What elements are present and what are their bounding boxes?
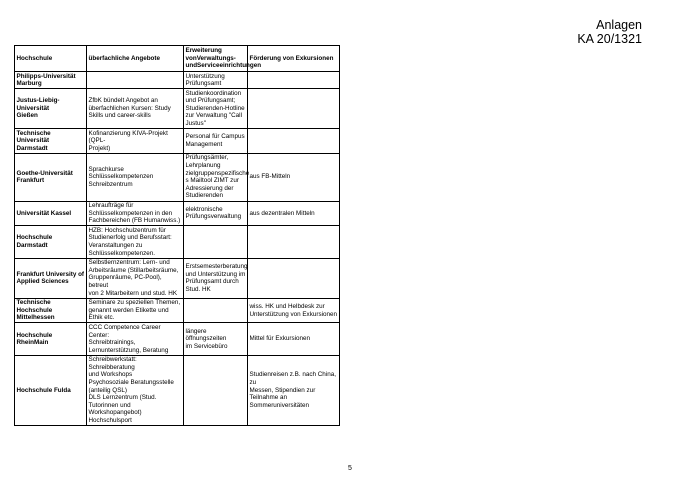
cell-text-line: Adressierung der — [185, 184, 234, 192]
header-angebote — [87, 46, 184, 72]
cell-text-line: s Mailtool ZIMT zur — [185, 177, 239, 185]
cell-text-line: Tutorinnen und — [88, 401, 131, 409]
cell-text-line: zur Verwaltung "Call — [185, 112, 242, 120]
cell-text-line: Gruppenräume, PC-Pool), betreut — [88, 274, 162, 289]
cell-text-line: Studierenden — [185, 192, 223, 200]
cell-text-line: Sommeruniversitäten — [249, 401, 309, 409]
cell-text-line: Technische Hochschule — [16, 299, 53, 314]
cell-text-line: Darmstadt — [16, 144, 48, 152]
cell-text-line: Kofinanzierung KIVA-Projekt (QPL- — [88, 129, 168, 145]
cell-text-line: Studierenden-Hotline — [185, 104, 245, 112]
cell-erweiterung — [184, 72, 248, 89]
header-hochschule — [15, 46, 87, 72]
cell-text-line: Projekt) — [88, 144, 111, 152]
cell-text-line: und Unterstützung im — [185, 270, 246, 278]
cell-exkursionen — [248, 201, 340, 226]
header-text-line: Serviceeinrichtungen — [197, 62, 262, 70]
cell-angebote — [87, 201, 184, 226]
cell-text-line: Skills und career-skills — [88, 112, 151, 120]
cell-text-line: Teilnahme an — [249, 394, 287, 402]
cell-exkursionen — [248, 226, 340, 258]
cell-text-line: Schreibzentrum — [88, 181, 133, 189]
cell-text-line: Schreibwerkstatt: Schreibberatung — [88, 356, 137, 371]
cell-exkursionen — [248, 323, 340, 355]
cell-text-line: Schlüsselkompetenzen — [88, 173, 154, 181]
cell-text-line: Arbeitsräume (Stillarbeitsräume, — [88, 266, 179, 274]
table-body — [15, 72, 340, 426]
cell-text-line: Frankfurt University of — [16, 270, 85, 278]
cell-text-line: Prüfungsämter, — [185, 154, 229, 162]
header-text-line: Förderung von Exkursionen — [249, 54, 334, 62]
cell-erweiterung — [184, 226, 248, 258]
header-text-line: Hochschule — [16, 54, 53, 62]
cell-text-line: elektronische — [185, 205, 223, 213]
page-number: 5 — [348, 465, 352, 472]
cell-text-line: aus FB-Mitteln — [249, 173, 291, 181]
cell-angebote — [87, 153, 184, 201]
table-row — [15, 153, 340, 201]
cell-hochschule — [15, 153, 87, 201]
cell-text-line: und Workshops — [88, 371, 133, 379]
cell-text-line: Prüfungsamt durch — [185, 278, 239, 286]
cell-text-line: aus dezentralen Mitteln — [249, 209, 315, 217]
cell-text-line: Hochschule Darmstadt — [16, 234, 53, 249]
cell-text-line: Prüfungsverwaltung — [185, 213, 242, 221]
cell-exkursionen — [248, 129, 340, 154]
cell-text-line: Ethik etc. — [88, 314, 115, 322]
cell-hochschule — [15, 258, 87, 298]
cell-text-line: Unterstützung von Exkursionen — [249, 310, 338, 318]
cell-text-line: Schlüsselkompetenzen in den — [88, 209, 173, 217]
cell-text-line: Technische Universität — [16, 129, 51, 145]
cell-text-line: Fachbereichen (FB Humanwiss.) — [88, 217, 181, 225]
cell-text-line: im Servicebüro — [185, 342, 228, 350]
cell-erweiterung — [184, 323, 248, 355]
table-row — [15, 201, 340, 226]
cell-text-line: Psychosoziale Beratungsstelle — [88, 379, 174, 387]
table-header-row — [15, 46, 340, 72]
cell-hochschule — [15, 201, 87, 226]
cell-text-line: Applied Sciences — [16, 278, 69, 286]
cell-angebote — [87, 89, 184, 129]
cell-erweiterung — [184, 129, 248, 154]
header-line-2: KA 20/1321 — [577, 32, 642, 46]
cell-text-line: Schlüsselkompetenzen. — [88, 249, 156, 257]
table-row — [15, 355, 340, 425]
cell-text-line: Veranstaltungen zu — [88, 241, 143, 249]
cell-text-line: längere öffnungszeiten — [185, 327, 227, 343]
cell-erweiterung — [184, 89, 248, 129]
cell-exkursionen — [248, 72, 340, 89]
cell-erweiterung — [184, 298, 248, 323]
cell-text-line: ZfbK bündelt Angebot an — [88, 97, 158, 105]
cell-text-line: Seminare zu speziellen Themen, — [88, 299, 181, 307]
document-header — [577, 18, 642, 46]
cell-text-line: Goethe-Universität — [16, 169, 73, 177]
cell-text-line: Universität Kassel — [16, 209, 72, 217]
table-row — [15, 226, 340, 258]
cell-angebote — [87, 298, 184, 323]
cell-angebote — [87, 355, 184, 425]
cell-text-line: DLS Lernzentrum (Stud. — [88, 394, 157, 402]
cell-text-line: (anteilig QSL) — [88, 386, 127, 394]
header-line-1: Anlagen — [596, 18, 642, 32]
cell-text-line: Workshopangebot) — [88, 409, 142, 417]
table-row — [15, 72, 340, 89]
cell-text-line: Mittel für Exkursionen — [249, 335, 311, 343]
cell-text-line: Hochschule Fulda — [16, 386, 71, 394]
cell-text-line: Lernunterstützung, Beratung — [88, 346, 169, 354]
header-erweiterung — [184, 46, 262, 72]
cell-hochschule — [15, 72, 87, 89]
cell-text-line: Schreibtrainings, — [88, 339, 136, 347]
cell-text-line: Lehraufträge für — [88, 202, 134, 209]
cell-angebote — [87, 226, 184, 258]
cell-text-line: Justus" — [185, 120, 206, 128]
cell-text-line: Justus-Liebig-Universität — [16, 97, 60, 112]
cell-erweiterung — [184, 258, 248, 298]
cell-text-line: Lehrplanung — [185, 162, 221, 170]
cell-text-line: überfachlichen Kursen: Study — [88, 104, 171, 112]
cell-angebote — [87, 258, 184, 298]
cell-text-line: Sprachkurse — [88, 165, 124, 173]
cell-text-line: Management — [185, 141, 223, 149]
cell-text-line: HZB: Hochschulzentrum für — [88, 226, 166, 234]
universities-table — [14, 45, 340, 426]
cell-erweiterung — [184, 355, 248, 425]
cell-text-line: Personal für Campus — [185, 133, 245, 141]
table-row — [15, 129, 340, 154]
cell-text-line: Messen, Stipendien zur — [249, 386, 316, 394]
table-row — [15, 258, 340, 298]
header-text-line: überfachliche Angebote — [88, 54, 160, 62]
cell-text-line: genannt werden Etikette und — [88, 306, 169, 314]
cell-text-line: CCC Competence Career Center: — [88, 323, 161, 339]
cell-text-line: Hochschulsport — [88, 417, 132, 425]
cell-text-line: Mittelhessen — [16, 314, 55, 322]
cell-text-line: Stud. HK — [185, 285, 211, 293]
table-row — [15, 323, 340, 355]
cell-erweiterung — [184, 201, 248, 226]
cell-exkursionen — [248, 298, 340, 323]
cell-text-line: Studienreisen z.B. nach China, zu — [249, 371, 336, 387]
cell-text-line: Unterstützung — [185, 72, 225, 80]
cell-exkursionen — [248, 355, 340, 425]
cell-text-line: Marburg — [16, 80, 42, 88]
table-row — [15, 298, 340, 323]
cell-text-line: von 2 Mitarbeitern und stud. HK — [88, 289, 178, 297]
cell-angebote — [87, 129, 184, 154]
cell-text-line: Prüfungsamt — [185, 80, 222, 88]
cell-text-line: Studienerfolg und Berufsstart: — [88, 234, 172, 242]
cell-erweiterung — [184, 153, 248, 201]
table-row — [15, 89, 340, 129]
cell-text-line: Erstsemesterberatung — [185, 262, 248, 270]
cell-exkursionen — [248, 89, 340, 129]
cell-text-line: wiss. HK und Helbdesk zur — [249, 302, 325, 310]
cell-hochschule — [15, 226, 87, 258]
cell-text-line: und Prüfungsamt; — [185, 97, 236, 105]
cell-exkursionen — [248, 258, 340, 298]
header-exkursionen — [248, 46, 340, 72]
cell-hochschule — [15, 355, 87, 425]
cell-angebote — [87, 323, 184, 355]
cell-text-line: zielgruppenspezifische — [185, 169, 250, 177]
cell-text-line: Gießen — [16, 112, 38, 120]
cell-text-line: Philipps-Universität — [16, 72, 76, 80]
cell-text-line: Frankfurt — [16, 177, 45, 185]
cell-hochschule — [15, 129, 87, 154]
cell-text-line: Selbstlernzentrum: Lern- und — [88, 259, 170, 267]
header-text-line: Erweiterung von — [185, 47, 222, 62]
cell-hochschule — [15, 89, 87, 129]
header-text-line: Verwaltungs- und — [185, 54, 236, 70]
cell-text-line: Hochschule RheinMain — [16, 331, 53, 347]
cell-text-line: Studienkoordination — [185, 89, 242, 97]
cell-hochschule — [15, 323, 87, 355]
cell-angebote — [87, 72, 184, 89]
cell-exkursionen — [248, 153, 340, 201]
cell-hochschule — [15, 298, 87, 323]
